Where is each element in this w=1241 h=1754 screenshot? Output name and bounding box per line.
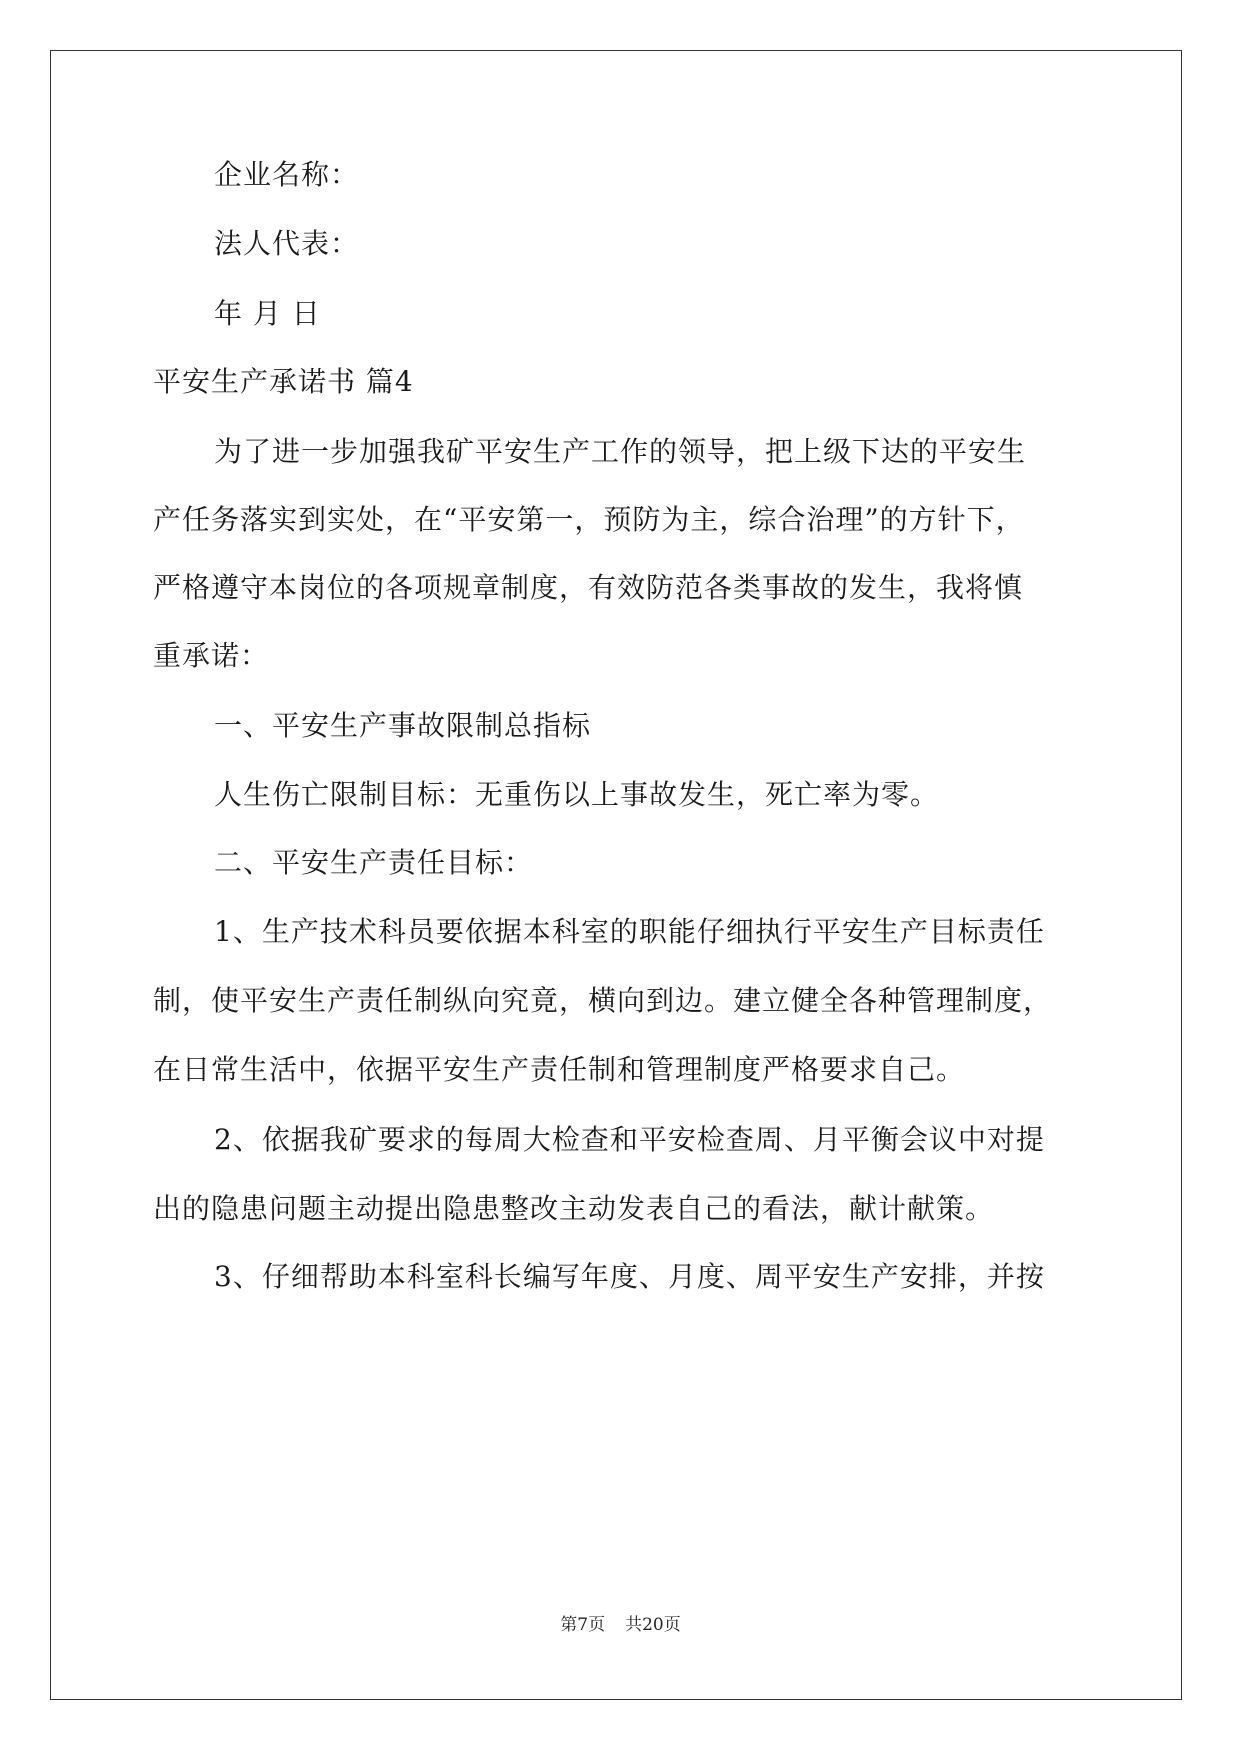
date-label: 年 月 日 [214, 297, 321, 330]
legal-representative-label: 法人代表： [214, 227, 360, 260]
item-one-heading: 一、平安生产事故限制总指标 [214, 709, 592, 742]
intro-line-1: 为了进一步加强我矿平安生产工作的领导，把上级下达的平安生 [214, 435, 1027, 468]
page-number-total: 共20页 [625, 1615, 681, 1635]
item-one-text: 人生伤亡限制目标：无重伤以上事故发生，死亡率为零。 [214, 778, 940, 811]
point-1-line-3: 在日常生活中，依据平安生产责任制和管理制度严格要求自己。 [153, 1053, 966, 1086]
point-1-line-1: 1、生产技术科员要依据本科室的职能仔细执行平安生产目标责任 [214, 915, 1045, 948]
point-3-line-1: 3、仔细帮助本科室科长编写年度、月度、周平安生产安排，并按 [214, 1260, 1045, 1293]
point-1-line-2: 制，使平安生产责任制纵向究竟，横向到边。建立健全各种管理制度， [153, 984, 1053, 1017]
item-two-heading: 二、平安生产责任目标： [214, 846, 534, 879]
page-number-current: 第7页 [560, 1615, 606, 1635]
intro-line-4: 重承诺： [153, 639, 270, 672]
page-footer [0, 1613, 1241, 1637]
point-2-line-1: 2、依据我矿要求的每周大检查和平安检查周、月平衡会议中对提 [214, 1123, 1045, 1156]
section-heading: 平安生产承诺书 篇4 [153, 365, 414, 398]
point-2-line-2: 出的隐患问题主动提出隐患整改主动发表自己的看法，献计献策。 [153, 1192, 995, 1225]
company-name-label: 企业名称： [214, 158, 360, 191]
intro-line-3: 严格遵守本岗位的各项规章制度，有效防范各类事故的发生，我将慎 [153, 571, 1024, 604]
intro-line-2: 产任务落实到实处，在“平安第一，预防为主，综合治理”的方针下， [153, 503, 1025, 536]
